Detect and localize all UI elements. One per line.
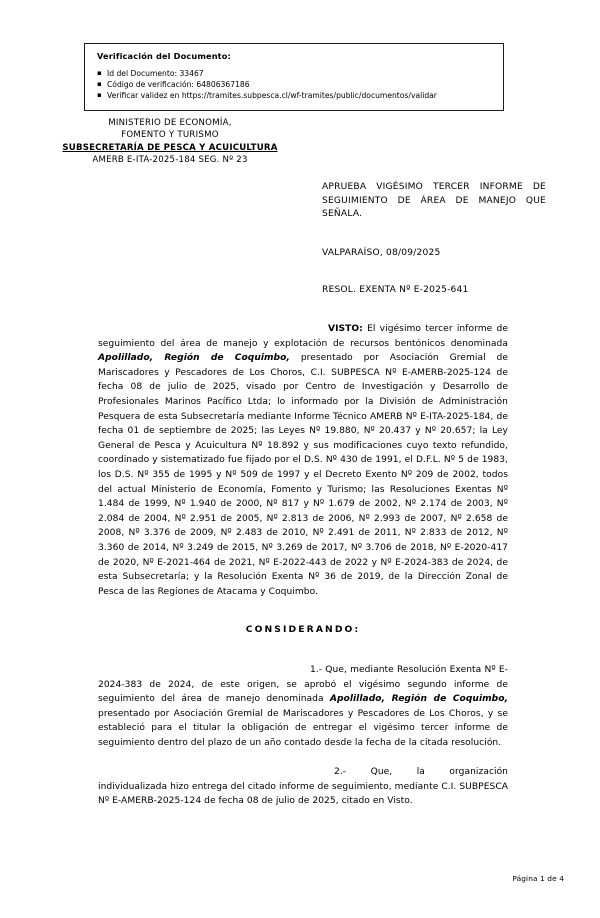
resolution-subject: APRUEBA VIGÉSIMO TERCER INFORME DE SEGUIMIENTO DE ÁREA DE MANEJO QUE SEÑALA. <box>322 182 546 220</box>
amerb-code: AMERB E-ITA-2025-184 SEG. Nº 23 <box>92 154 248 165</box>
verification-item-text: Id del Documento: 33467 <box>107 69 204 78</box>
bullet-icon: ▪ <box>97 80 102 89</box>
subsecretaria-title: SUBSECRETARÍA DE PESCA Y ACUICULTURA <box>62 142 278 153</box>
verification-item-document-id <box>95 68 493 79</box>
verification-title: Verificación del Documento: <box>97 51 231 61</box>
verification-list <box>95 68 493 102</box>
ministry-line-1: MINISTERIO DE ECONOMÍA, <box>108 118 232 128</box>
verification-item-text[interactable]: Verificar validez en https://tramites.subpesca.cl/wf-tramites/public/documentos/validar <box>107 91 437 101</box>
considerando-heading: CONSIDERANDO: <box>245 624 361 635</box>
place-and-date: VALPARAÍSO, 08/09/2025 <box>322 248 441 258</box>
visto-section <box>98 322 508 599</box>
considerando-1-text-part-2: presentado por Asociación Gremial de Mariscadores y Pescadores de Los Choros, y se estableció para el titular la obligación de entregar el vigésimo tercer informe de seguimiento dentro del plazo de un año contado desde la fecha de la citada resolución. <box>98 708 508 748</box>
considerando-section <box>98 663 508 809</box>
verification-box-wrapper <box>84 43 504 111</box>
considerando-item-1 <box>98 663 508 751</box>
bullet-icon: ▪ <box>97 69 102 77</box>
ministry-header <box>36 117 304 166</box>
considerando-1-text-part-1: 1.- Que, mediante Resolución Exenta Nº E-2024-383 de 2024, de este origen, se aprobó el vigésimo segundo informe de seguimiento del área de manejo denominada <box>98 665 508 705</box>
considerando-item-2 <box>98 765 508 809</box>
page-number: Página 1 de 4 <box>512 874 564 883</box>
considerando-1-area-name: Apolillado, Región de Coquimbo, <box>329 694 508 705</box>
document-verification-box <box>84 43 504 111</box>
verification-item-text: Código de verificación: 64806367186 <box>107 80 250 90</box>
visto-label: VISTO: <box>328 324 363 334</box>
visto-area-name: Apolillado, Región de Coquimbo, <box>98 353 290 364</box>
ministry-line-2: FOMENTO Y TURISMO <box>121 130 219 141</box>
visto-paragraph <box>98 322 508 599</box>
resolution-number: RESOL. EXENTA Nº E-2025-641 <box>322 285 469 295</box>
verification-item-code <box>95 79 493 90</box>
bullet-icon: ▪ <box>97 91 102 100</box>
considerando-2-text: 2.- Que, la organización individualizada hizo entrega del citado informe de seguimiento, mediante C.I. SUBPESCA Nº E-AMERB-2025-124 de fecha 08 de julio de 2025, citado en Visto. <box>98 767 508 807</box>
visto-text-part-1: El vigésimo tercer informe de seguimiento del área de manejo y explotación de recursos bentónicos denominada <box>98 324 508 349</box>
visto-text-part-2: presentado por Asociación Gremial de Mariscadores y Pescadores de Los Choros, C.I. SUBPESCA Nº E-AMERB-2025-124 de fecha 08 de julio de 2025, visado por Centro de Investigación y Desarrollo de Profesionales Marinos Pacífico Ltda; lo informado por la División de Administración Pesquera de esta Subsecretaría mediante Informe Técnico AMERB Nº E-ITA-2025-184, de fecha 01 de septiembre de 2025; las Leyes Nº 19.880, Nº 20.437 y Nº 20.657; la Ley General de Pesca y Acuicultura Nº 18.892 y sus modificaciones cuyo texto refundido, coordinado y sistematizado fue fijado por el D.S. Nº 430 de 1991, el D.F.L. Nº 5 de 1983, los D.S. Nº 355 de 1995 y Nº 509 de 1997 y el Decreto Exento Nº 209 de 2002, todos del actual Ministerio de Economía, Fomento y Turismo; las Resoluciones Exentas Nº 1.484 de 1999, Nº 1.940 de 2000, Nº 817 y Nº 1.679 de 2002, Nº 2.174 de 2003, Nº 2.084 de 2004, Nº 2.951 de 2005, Nº 2.813 de 2006, Nº 2.993 de 2007, Nº 2.658 de 2008, Nº 3.376 de 2009, Nº 2.483 de 2010, Nº 2.491 de 2011, Nº 2.833 de 2012, Nº 3.360 de 2014, Nº 3.249 de 2015, Nº 3.269 de 2017, Nº 3.706 de 2018, Nº E-2020-417 de 2020, Nº E-2021-464 de 2021, Nº E-2022-443 de 2022 y Nº E-2024-383 de 2024, de esta Subsecretaría; y la Resolución Exenta Nº 36 de 2019, de la Dirección Zonal de Pesca de las Regiones de Atacama y Coquimbo. <box>98 353 508 597</box>
page-footer <box>0 874 564 883</box>
verification-item-url[interactable] <box>95 90 493 101</box>
